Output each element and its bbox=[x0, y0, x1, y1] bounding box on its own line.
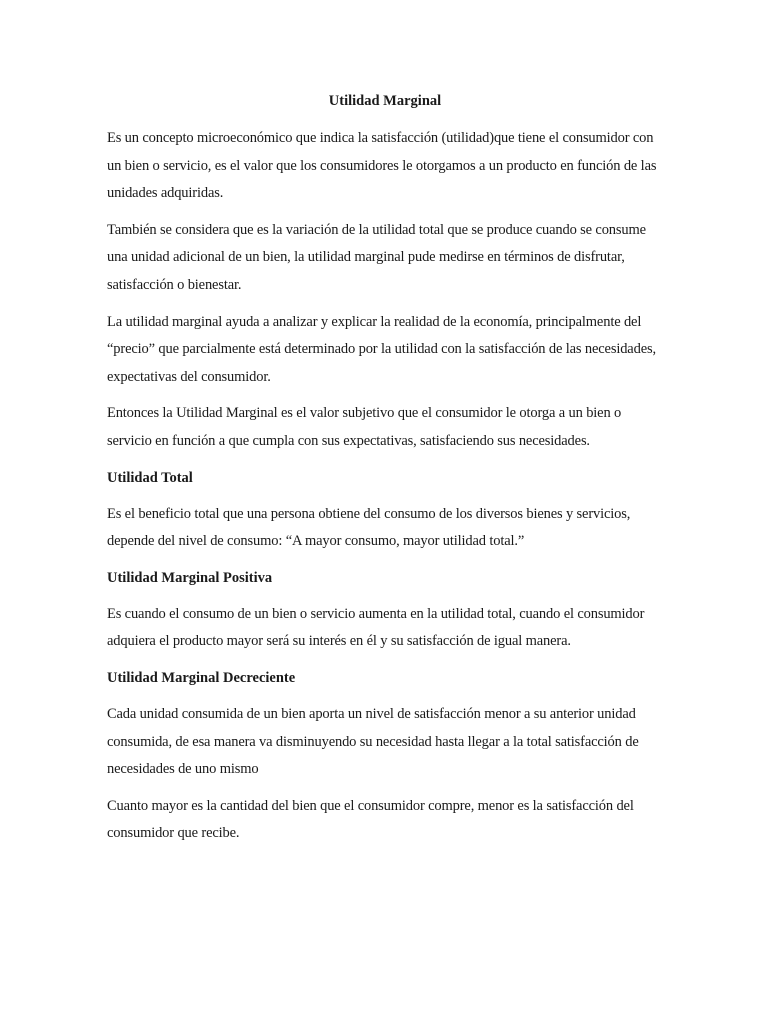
paragraph-utilidad-marginal-decreciente: Cada unidad consumida de un bien aporta un nivel de satisfacción menor a su anterior unidad consumida, de esa manera va disminuyendo su necesidad hasta llegar a la total satisfacción de necesidades de uno mismo bbox=[107, 705, 639, 778]
paragraph-definition: Es un concepto microeconómico que indica la satisfacción (utilidad)que tiene el consumidor con un bien o servicio, es el valor que los consumidores le otorgamos a un producto en función de las unidades adquiridas. bbox=[107, 130, 657, 202]
document-body bbox=[107, 88, 663, 857]
heading-utilidad-total: Utilidad Total bbox=[107, 469, 193, 486]
paragraph-utilidad-total: Es el beneficio total que una persona obtiene del consumo de los diversos bienes y servicios, depende del nivel de consumo: “A mayor consumo, mayor utilidad total.” bbox=[107, 505, 631, 550]
paragraph-utilidad-marginal-positiva: Es cuando el consumo de un bien o servicio aumenta en la utilidad total, cuando el consumidor adquiera el producto mayor será su interés en él y su satisfacción de igual manera. bbox=[107, 605, 645, 650]
paragraph-variation: También se considera que es la variación de la utilidad total que se produce cuando se consume una unidad adicional de un bien, la utilidad marginal pude medirse en términos de disfrutar, satisfacción o bienestar. bbox=[107, 221, 646, 293]
heading-utilidad-marginal-decreciente: Utilidad Marginal Decreciente bbox=[107, 669, 296, 686]
paragraph-economy: La utilidad marginal ayuda a analizar y explicar la realidad de la economía, principalmente del “precio” que parcialmente está determinado por la utilidad con la satisfacción de las necesidades, expectativas del consumidor. bbox=[107, 313, 656, 385]
heading-utilidad-marginal-positiva: Utilidad Marginal Positiva bbox=[107, 569, 273, 586]
document-title: Utilidad Marginal bbox=[328, 93, 442, 109]
paragraph-cantidad-consumidor: Cuanto mayor es la cantidad del bien que el consumidor compre, menor es la satisfacción del consumidor que recibe. bbox=[107, 797, 634, 842]
paragraph-subjective-value: Entonces la Utilidad Marginal es el valor subjetivo que el consumidor le otorga a un bien o servicio en función a que cumpla con sus expectativas, satisfaciendo sus necesidades. bbox=[107, 405, 622, 449]
